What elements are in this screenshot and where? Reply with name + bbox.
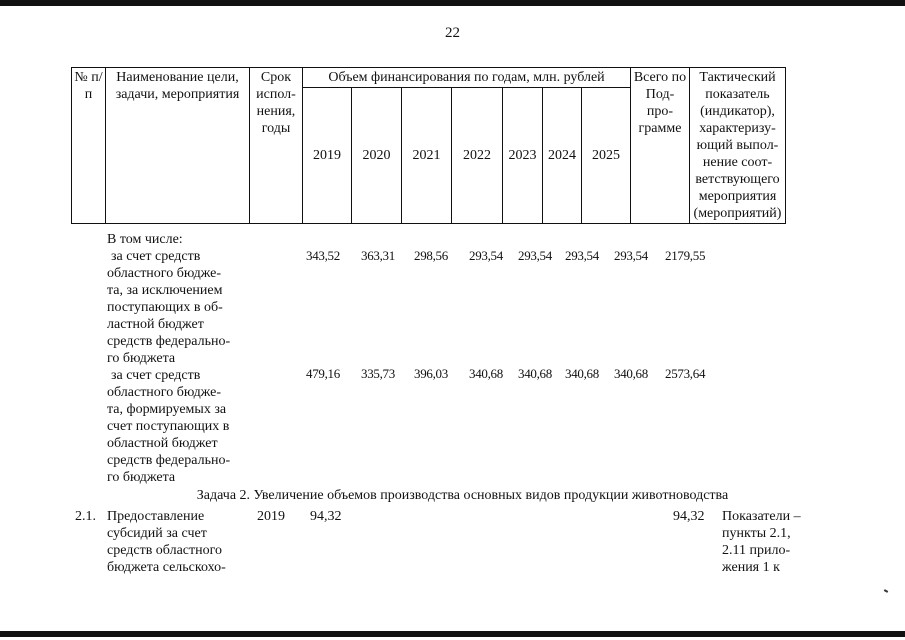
- item-value-2019: 94,32: [310, 509, 342, 524]
- value-cell: 335,73: [361, 366, 395, 381]
- item-total: 94,32: [673, 509, 705, 524]
- year-cell: 2020: [352, 88, 402, 224]
- value-cell: 340,68: [565, 366, 599, 381]
- page-number: 22: [445, 25, 460, 41]
- row-label: за счет средств областного бюдже- та, формируемых за счет поступающих в областной бюджет средств федерально- го бюджета: [107, 368, 231, 485]
- value-cell: 293,54: [469, 248, 503, 263]
- header-total: Всего по Под-про-грамме: [631, 68, 690, 224]
- item-label: Предоставление субсидий за счет средств областного бюджета сельскохо-: [107, 509, 226, 575]
- header-num: № п/п: [72, 68, 106, 224]
- total-cell: 2573,64: [665, 366, 706, 381]
- value-cell: 293,54: [565, 248, 599, 263]
- value-cell: 340,68: [469, 366, 503, 381]
- item-indicator: Показатели – пункты 2.1, 2.11 прило- жения 1 к: [722, 509, 801, 575]
- year-cell: 2022: [452, 88, 503, 224]
- header-term: Срок испол-нения, годы: [250, 68, 303, 224]
- year-cell: 2019: [303, 88, 352, 224]
- value-cell: 293,54: [614, 248, 648, 263]
- value-cell: 363,31: [361, 248, 395, 263]
- total-cell: 2179,55: [665, 248, 706, 263]
- stray-mark: [884, 589, 888, 593]
- bottom-border-line: [0, 631, 905, 637]
- value-cell: 396,03: [414, 366, 448, 381]
- header-table: [71, 67, 786, 224]
- header-name: Наименование цели, задачи, мероприятия: [106, 68, 250, 224]
- value-cell: 343,52: [306, 248, 340, 263]
- header-indicator: Тактический показатель (индикатор), характеризу-ющий выпол-нение соот-ветствующего мероприятия (мероприятий): [690, 68, 786, 224]
- year-cell: 2021: [402, 88, 452, 224]
- year-cell: 2023: [503, 88, 543, 224]
- top-border-line: [0, 0, 905, 6]
- task-heading: Задача 2. Увеличение объемов производства основных видов продукции животноводства: [196, 488, 729, 503]
- value-cell: 479,16: [306, 366, 340, 381]
- item-num: 2.1.: [75, 509, 96, 524]
- value-cell: 340,68: [614, 366, 648, 381]
- year-cell: 2024: [543, 88, 582, 224]
- value-cell: 340,68: [518, 366, 552, 381]
- value-cell: 293,54: [518, 248, 552, 263]
- row-label: за счет средств областного бюдже- та, за исключением поступающих в об- ластной бюджет средств федерально- го бюджета: [107, 249, 231, 366]
- item-term: 2019: [257, 509, 285, 524]
- value-cell: 298,56: [414, 248, 448, 263]
- year-cell: 2025: [582, 88, 631, 224]
- header-funding: Объем финансирования по годам, млн. рублей: [303, 68, 631, 88]
- including-label: В том числе:: [107, 232, 183, 247]
